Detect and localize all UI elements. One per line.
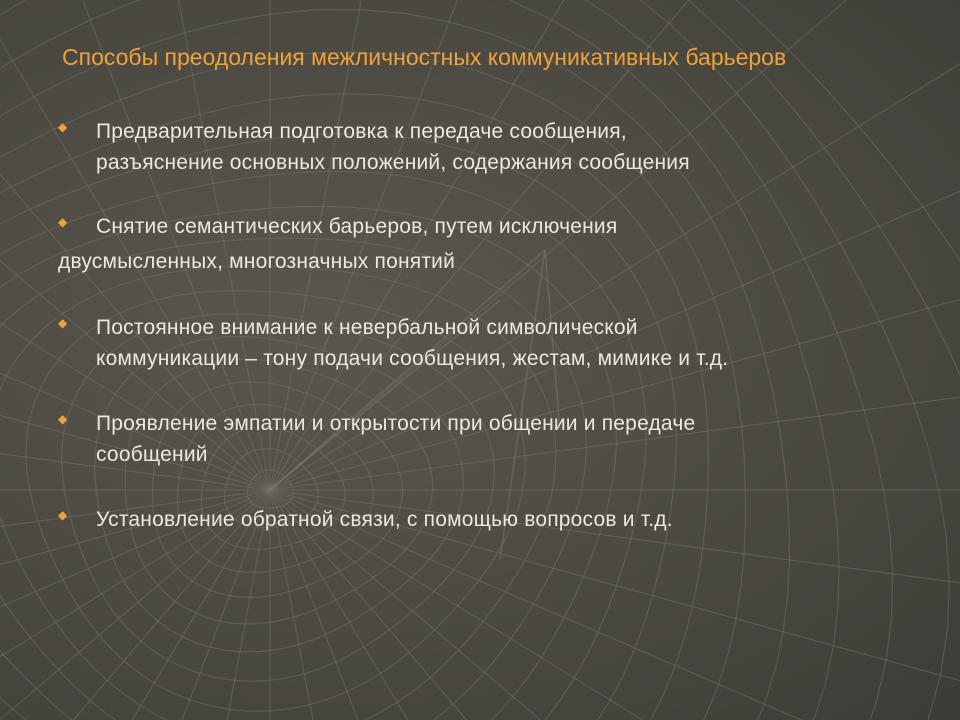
- bullet-text: [0, 312, 916, 374]
- diamond-bullet-icon: ◆: [58, 316, 68, 330]
- bullet-line: коммуникации – тону подачи сообщения, жестам, мимике и т.д.: [96, 347, 729, 370]
- slide-title: Способы преодоления межличностных коммуникативных барьеров: [62, 44, 787, 70]
- bullet-item: [0, 504, 960, 535]
- bullet-line: Снятие семантических барьеров, путем исключения: [96, 215, 618, 238]
- bullet-text: [0, 408, 916, 470]
- bullet-line: двусмысленных, многозначных понятий: [58, 250, 455, 273]
- bullet-item: [0, 211, 960, 277]
- bullet-item: [0, 408, 960, 470]
- bullet-text: [0, 116, 916, 178]
- bullet-line: разъяснение основных положений, содержания сообщения: [96, 151, 690, 174]
- bullet-text: [0, 211, 916, 277]
- bullet-line: сообщений: [96, 443, 208, 466]
- bullet-line: Предварительная подготовка к передаче сообщения,: [96, 120, 627, 143]
- bullet-item: [0, 312, 960, 374]
- bullet-line: Установление обратной связи, с помощью вопросов и т.д.: [96, 508, 673, 531]
- diamond-bullet-icon: ◆: [58, 412, 68, 426]
- bullet-text: [0, 504, 916, 535]
- bullet-line: Постоянное внимание к невербальной символической: [96, 316, 638, 339]
- bullet-item: [0, 116, 960, 178]
- diamond-bullet-icon: ◆: [58, 508, 68, 522]
- bullet-line: Проявление эмпатии и открытости при общении и передаче: [96, 412, 696, 435]
- diamond-bullet-icon: ◆: [58, 215, 68, 229]
- diamond-bullet-icon: ◆: [58, 120, 68, 134]
